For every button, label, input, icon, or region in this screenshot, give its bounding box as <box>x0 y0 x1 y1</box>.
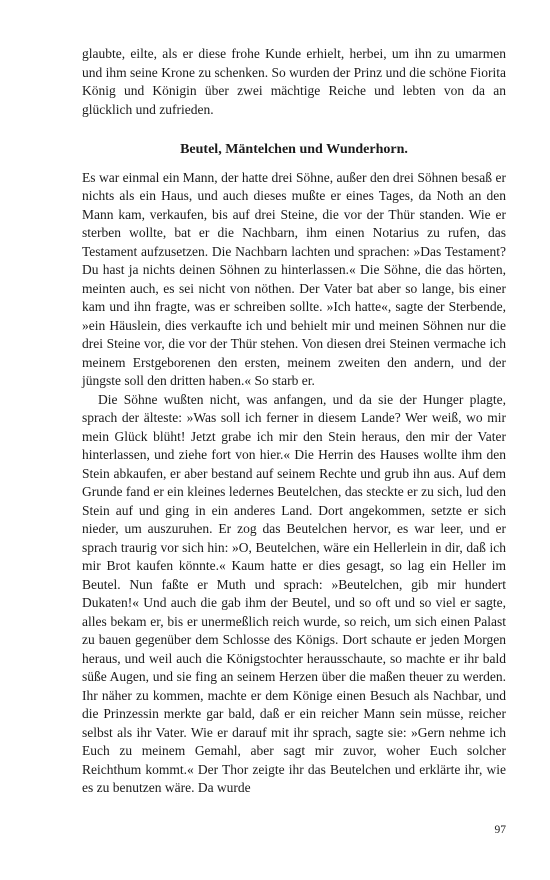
story-paragraph-2: Die Söhne wußten nicht, was anfangen, und da sie der Hunger plagte, sprach der älteste: »Was soll ich ferner in diesem Lande? Wer weiß, wo mir mein Glück blüht! Jetzt grabe ich mir den Stein heraus, den mir der Vater hinterlassen, und ziehe fort von hier.« Die Herrin des Hauses wollte ihm den Stein abkaufen, er aber bestand auf seinem Rechte und grub ihn aus. Auf dem Grunde fand er ein kleines ledernes Beutelchen, das steckte er zu sich, lud den Stein auf und ging in ein anderes Land. Dort angekommen, setzte er sich nieder, um auszuruhen. Er zog das Beutelchen hervor, es war leer, und er sprach traurig vor sich hin: »O, Beutelchen, wäre ein Hellerlein in dir, daß ich mir Brot kaufen könnte.« Kaum hatte er dies gesagt, so lag ein Heller im Beutel. Nun faßte er Muth und sprach: »Beutelchen, gib mir hundert Dukaten!« Und auch die gab ihm der Beutel, und so oft und so viel er sagte, alles bekam er, bis er unermeßlich reich wurde, so reich, um sich einen Palast zu bauen gegenüber dem Schlosse des Königs. Dort schaute er jeden Morgen heraus, und weil auch die Königstochter herausschaute, so machte er ihr bald süße Augen, und sie fing an seinem Herzen über die maßen theuer zu werden. Ihr näher zu kommen, machte er dem Könige einen Besuch als Nachbar, und die Prinzessin merkte gar bald, daß er ein reicher Mann sein müsse, reicher selbst als ihr Vater. Wie er darauf mit ihr sprach, sagte sie: »Gern nehme ich Euch zu meinem Gemahl, aber sagt mir zuvor, woher Euch solcher Reichthum kommt.« Der Thor zeigte ihr das Beutelchen und erklärte ihr, wie es zu benutzen wäre. Da wurde <box>82 391 506 795</box>
page-number: 97 <box>494 824 506 836</box>
story-paragraph-1: Es war einmal ein Mann, der hatte drei Söhne, außer den drei Söhnen besaß er nichts als ein Haus, und auch dieses mußte er eines Tages, da Noth an den Mann kam, verkaufen, bis auf drei Steine, die vor der Thür standen. Wie er sterben wollte, bat er die Nachbarn, ihm einen Notarius zu rufen, das Testament aufzusetzen. Die Nachbarn lachten und sprachen: »Das Testament? Du hast ja nichts deinen Söhnen zu hinterlassen.« Die Söhne, die das hörten, meinten auch, es sei nicht von nöthen. Der Vater bat aber so lange, bis einer kam und ihn fragte, was er schreiben sollte. »Ich hatte«, sagte der Sterbende, »ein Häuslein, dies verkaufte ich und behielt mir und meinen Söhnen nur die drei Steine vor, die vor der Thür stehen. Von diesen drei Steinen vermache ich meinem Erstgeborenen den ersten, meinem zweiten den andern, und der jüngste soll den dritten haben.« So starb er. <box>82 169 506 388</box>
continued-paragraph: glaubte, eilte, als er diese frohe Kunde erhielt, herbei, um ihn zu umarmen und ihm seine Krone zu schenken. So wurden der Prinz und die schöne Fiorita König und Königin über zwei mächtige Reiche und lebten von da an glücklich und zufrieden. <box>82 46 506 117</box>
story-heading: Beutel, Mäntelchen und Wunderhorn. <box>180 142 408 157</box>
book-page <box>82 45 506 798</box>
